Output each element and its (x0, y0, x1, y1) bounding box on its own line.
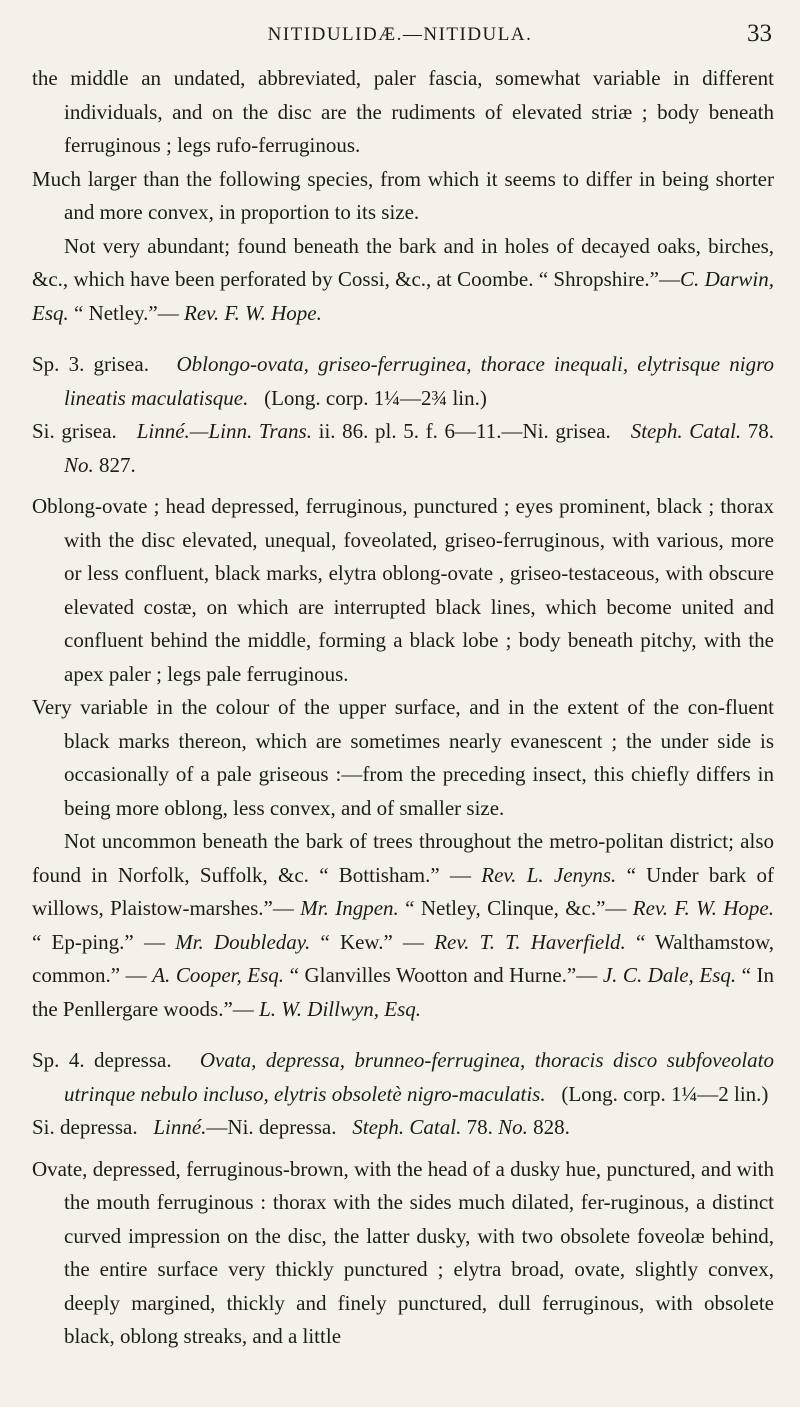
species-diagnosis: Ovata, depressa, brunneo-ferruginea, thoracis disco subfoveolato utrinque nebulo incluso, elytris obsoletè nigro-maculatis. (64, 1048, 775, 1106)
page-header (0, 20, 800, 50)
synonym-text: 78. (741, 419, 775, 443)
synonym-text: 828. (527, 1115, 570, 1139)
locality-text: Not very abundant; found beneath the bark and in holes of decayed oaks, birches, &c., which have been perforated by Cossi, &c., at Coombe. “ Shropshire.”— (32, 233, 774, 291)
page-body (32, 62, 774, 1354)
synonym-name: Si. depressa. (32, 1115, 138, 1139)
locality-authority: L. W. Dillwyn, Esq. (259, 996, 422, 1021)
synonym-text: —Ni. depressa. (206, 1115, 337, 1139)
synonym-name: Si. grisea. (32, 419, 117, 443)
species-diagnosis: Oblongo-ovata, griseo-ferruginea, thorace inequali, elytrisque nigro lineatis maculatisque. (64, 352, 775, 410)
synonym-text: 78. (461, 1115, 493, 1139)
species-4-synonymy (32, 1111, 774, 1145)
species-3-description: Oblong-ovate ; head depressed, ferruginous, punctured ; eyes prominent, black ; thorax with the disc elevated, unequal, foveolated, griseo-ferruginous, with various, more or less confluent, black marks, elytra oblong-ovate , griseo-testaceous, with obscure elevated costæ, on which are interrupted black lines, which become united and confluent behind the middle, forming a black lobe ; body beneath pitchy, with the apex paler ; legs pale ferruginous. (32, 494, 774, 686)
synonym-authority: Linné.—Linn. Trans. (136, 419, 312, 443)
locality-text: “ Netley, Clinque, &c.”— (398, 896, 627, 920)
locality-text: Not uncommon beneath the bark of trees throughout the metro-politan district; also found in Norfolk, Suffolk, &c. “ Bottisham.” — (32, 829, 774, 887)
synonym-authority: Steph. Catal. (630, 419, 742, 443)
locality-text: “ Ep-ping.” — (32, 929, 165, 954)
locality-text: “ Walthamstow, common.” — (32, 929, 775, 987)
locality-authority: Rev. F. W. Hope. (184, 300, 322, 325)
synonym-authority: Linné. (153, 1115, 207, 1139)
species-4-diagnosis (32, 1044, 774, 1111)
paragraph-continuation: the middle an undated, abbreviated, paler fascia, somewhat variable in different individuals, and on the disc are the rudiments of elevated striæ ; body beneath ferruginous ; legs rufo-ferruginous. (32, 66, 774, 157)
locality-text: “ Under bark of willows, Plaistow-marshes.”— (32, 862, 774, 920)
locality-authority: Mr. Ingpen. (300, 896, 399, 920)
species-number: Sp. 4. depressa. (32, 1048, 172, 1072)
running-head: NITIDULIDÆ.—NITIDULA. (267, 24, 533, 45)
locality-authority: C. Darwin, Esq. (32, 267, 774, 325)
locality-text: “ Netley.”— (68, 300, 179, 325)
locality-authority: A. Cooper, Esq. (152, 963, 285, 987)
species-measure: (Long. corp. 1¼—2¾ lin.) (264, 385, 487, 410)
locality-text: “ In the Penllergare woods.”— (32, 963, 775, 1021)
species-3-localities (32, 825, 774, 1026)
species-number: Sp. 3. grisea. (32, 352, 149, 376)
synonym-text: ii. 86. pl. 5. f. 6—11.—Ni. grisea. (311, 419, 611, 443)
locality-text: “ Glanvilles Wootton and Hurne.”— (284, 963, 598, 987)
locality-authority: Rev. L. Jenyns. (481, 862, 617, 887)
locality-authority: J. C. Dale, Esq. (602, 963, 737, 987)
locality-authority: Rev. T. T. Haverfield. (434, 929, 626, 954)
locality-text: “ Kew.” — (310, 929, 425, 954)
paragraph-locality (32, 230, 774, 331)
locality-authority: Mr. Doubleday. (175, 929, 311, 954)
species-measure: (Long. corp. 1¼—2 lin.) (561, 1081, 769, 1106)
synonym-text: 827. (93, 452, 136, 477)
locality-authority: Rev. F. W. Hope. (632, 896, 775, 920)
synonym-authority: No. (64, 452, 94, 477)
species-3-synonymy (32, 415, 774, 482)
page-number: 33 (747, 20, 772, 47)
synonym-authority: No. (498, 1115, 528, 1139)
paragraph-comparison: Much larger than the following species, from which it seems to differ in being shorter and more convex, in proportion to its size. (32, 166, 774, 224)
species-4-description: Ovate, depressed, ferruginous-brown, with the head of a dusky hue, punctured, and with the mouth ferruginous : thorax with the sides much dilated, fer-ruginous, a distinct curved impression on the disc, the latter dusky, with two obsolete foveolæ behind, the entire surface very thickly punctured ; elytra broad, ovate, slightly convex, deeply margined, thickly and finely punctured, dull ferruginous, with obsolete black, oblong streaks, and a little (32, 1156, 774, 1348)
species-3-variation: Very variable in the colour of the upper surface, and in the extent of the con-fluent black marks thereon, which are sometimes nearly evanescent ; the under side is occasionally of a pale griseous :—from the preceding insect, this chiefly differs in being more oblong, less convex, and of smaller size. (32, 695, 774, 820)
species-3-diagnosis (32, 348, 774, 415)
synonym-authority: Steph. Catal. (352, 1115, 462, 1139)
